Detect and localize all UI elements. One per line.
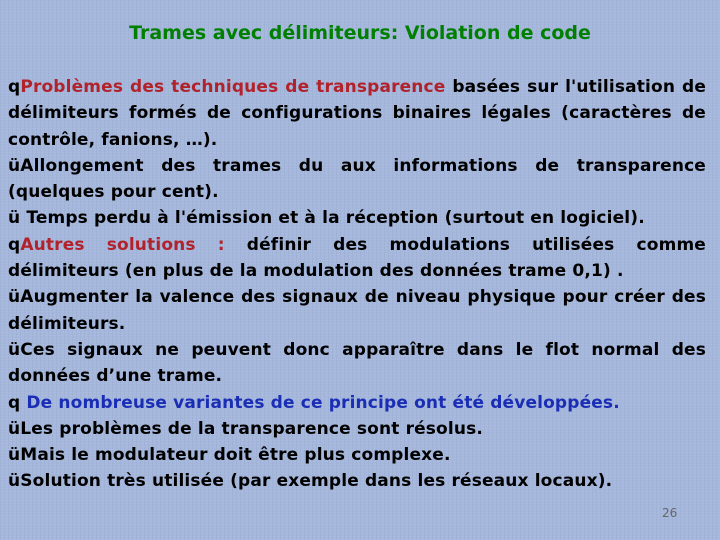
checkmark-bullet-icon: ü xyxy=(8,155,21,176)
bullet-text: Les problèmes de la transparence sont résolus. xyxy=(20,418,483,439)
slide-body xyxy=(8,74,706,495)
checkmark-bullet-icon: ü xyxy=(8,339,21,360)
checkmark-bullet-icon: ü xyxy=(8,418,21,439)
checkmark-bullet-icon: ü xyxy=(8,208,21,229)
square-bullet-icon: q xyxy=(8,234,21,255)
bullet-text: Mais le modulateur doit être plus complexe. xyxy=(20,445,451,466)
bullet-solution xyxy=(8,468,706,494)
slide-title: Trames avec délimiteurs: Violation de code xyxy=(129,22,591,44)
bullet-text: Ces signaux ne peuvent donc apparaître dans le flot normal des données d’une trame. xyxy=(8,339,706,387)
bullet-highlight: Autres solutions : xyxy=(20,234,225,255)
slide-number: 26 xyxy=(662,506,678,520)
bullet-temps-perdu xyxy=(8,205,706,231)
bullet-allongement xyxy=(8,153,706,206)
square-bullet-icon: q xyxy=(8,77,21,97)
bullet-text: basées sur l'utilisation de délimiteurs formés de configurations binaires légales (caractères de contrôle, fanions, …). xyxy=(8,77,706,150)
bullet-transparence-resolus xyxy=(8,416,706,442)
checkmark-bullet-icon: ü xyxy=(8,287,21,308)
square-bullet-icon: q xyxy=(8,392,21,413)
bullet-text: Augmenter la valence des signaux de niveau physique pour créer des délimiteurs. xyxy=(8,287,706,334)
checkmark-bullet-icon: ü xyxy=(8,471,21,492)
bullet-text: Allongement des trames du aux informations de transparence (quelques pour cent). xyxy=(8,155,706,203)
bullet-highlight: De nombreuse variantes de ce principe ont été développées. xyxy=(20,392,620,413)
checkmark-bullet-icon: ü xyxy=(8,445,21,466)
bullet-text: Temps perdu à l'émission et à la réception (surtout en logiciel). xyxy=(20,208,645,229)
bullet-highlight: Problèmes des techniques de transparence xyxy=(20,77,446,97)
bullet-augmenter-valence xyxy=(8,284,706,337)
bullet-modulateur xyxy=(8,442,706,468)
bullet-autres-solutions xyxy=(8,232,706,285)
bullet-text: définir des modulations utilisées comme délimiteurs (en plus de la modulation des données trame 0,1) . xyxy=(8,234,706,282)
bullet-signaux xyxy=(8,337,706,390)
bullet-text: Solution très utilisée (par exemple dans les réseaux locaux). xyxy=(20,471,613,492)
bullet-problemes xyxy=(8,74,706,153)
bullet-variantes xyxy=(8,390,706,416)
